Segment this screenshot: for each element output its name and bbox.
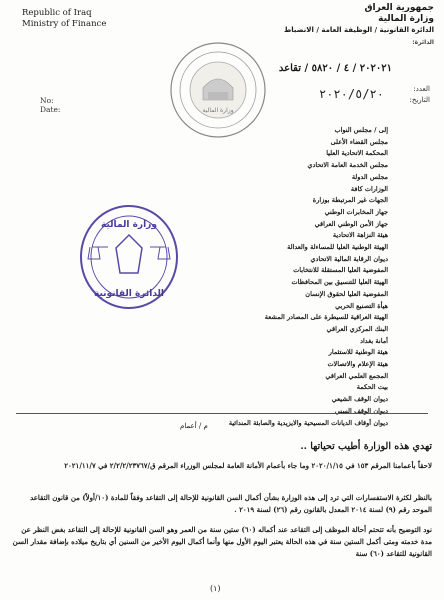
header-ministry: Ministry of Finance [22, 19, 107, 29]
recipient-item: مجلس الدولة [351, 172, 388, 181]
recipient-item: هيئة الإعلام والاتصالات [327, 360, 388, 369]
recipients-list [148, 125, 388, 429]
reference-number: ٢٠٢٠٢١ / ٤ / ٥٨٢٠ / تقاعد [278, 63, 392, 74]
svg-text:الدائرة القانونية: الدائرة القانونية [93, 289, 165, 299]
ar-no-date-block [409, 84, 430, 106]
recipient-item: إلى / مجلس النواب [334, 126, 388, 134]
header-department-ar: الدائرة القانونية / الوظيفة العامة / الانضباط [284, 26, 434, 34]
ar-date-label: التاريخ: [409, 96, 430, 104]
page-number: (١) [210, 584, 221, 593]
svg-text:وزارة المالية: وزارة المالية [101, 220, 157, 230]
recipient-item: ديوان الرقابة المالية الاتحادي [310, 254, 388, 263]
recipient-item: المفوضية العليا المستقلة للانتخابات [293, 266, 388, 275]
header-ministry-ar: وزارة المالية [378, 14, 434, 24]
recipient-item: المفوضية العليا لحقوق الإنسان [305, 289, 388, 298]
recipient-item: المجمع العلمي العراقي [325, 371, 388, 380]
header-english [22, 8, 106, 30]
recipient-item: ديوان الوقف الشيعي [331, 395, 388, 404]
svg-text:وزارة المالية: وزارة المالية [202, 107, 234, 114]
recipient-item: الوزارات كافة [350, 184, 388, 193]
recipient-item: الهيئة الوطنية العليا للمساءلة والعدالة [287, 243, 388, 252]
recipient-item: الجهات غير المرتبطة بوزارة [312, 196, 388, 205]
recipient-item: ديوان أوقاف الديانات المسيحية والايزيدية والصابئة المندائية [228, 418, 388, 427]
recipient-item: الهيئة العراقية للسيطرة على المصادر المشعة [264, 313, 388, 322]
no-date-block [40, 96, 60, 114]
recipient-item: مجلس القضاء الأعلى [330, 137, 388, 146]
recipient-item: ديوان الوقف السني [334, 406, 388, 415]
recipient-item: هيئة النزاهة الاتحادية [332, 231, 388, 240]
recipient-item: هيأة التصنيع الحربي [335, 301, 388, 310]
date-label: Date: [40, 105, 61, 114]
paragraph-3: نود التوضيح بأنه تتحتم أحالة الموظف إلى التقاعد عند أكماله (٦٠) ستين سنة من العمر وهو السن القانونية للإحالة إلى التقاعد بغض النظر عن مدة خدمته ومتى أكمل الستين سنة في هذه الحالة يعتبر اليوم الأول منها وأنما أكمال اليوم الأخير من السنين أي بتاريخ ميلاده بإضافة مقدار السن القانونية للتقاعد (٦٠) سنة [12, 525, 432, 558]
recipient-item: جهاز المخابرات الوطني [324, 207, 388, 216]
divider [16, 413, 428, 414]
subject-line: م / أعمام [180, 422, 208, 430]
no-label: No: [40, 96, 54, 105]
header-sub-ar: الدائرة: [412, 39, 434, 46]
recipient-item: الهيئة العليا للتنسيق بين المحافظات [291, 278, 388, 287]
recipient-item: هيئة الوطنية للاستثمار [328, 348, 388, 357]
paragraph-2: بالنظر لكثرة الاستفسارات التي ترد إلى هذه الوزارة بشأن أكمال السن القانونية للإحالة إلى التقاعد وفقاً للمادة (١٠/أولاً) من قانون التقاعد الموحد رقم (٩) لسنة ٢٠١٤ المعدل بالقانون رقم (٢٦) لسنة ٢٠١٩ . [30, 493, 432, 514]
recipient-item: المحكمة الاتحادية العليا [326, 149, 388, 158]
header-republic-ar: جمهورية العراق [364, 3, 434, 13]
recipient-item: بيت الحكمة [356, 383, 388, 392]
recipient-item: مجلس الخدمة العامة الاتحادي [307, 161, 388, 170]
recipient-item: البنك المركزي العراقي [326, 324, 388, 333]
recipient-item: جهاز الأمن الوطني العراقي [314, 219, 388, 228]
recipient-item: أمانة بغداد [360, 336, 388, 345]
ar-no-label: العدد: [413, 85, 430, 93]
paragraph-1: لاحقاً بأعمامنا المرقم ١٥٣ في ٢٠٢٠/١/١٥ وما جاء بأعمام الأمانة العامة لمجلس الوزراء المرقم ق/٢/٢/٢/٢٣٧٦٧ في ٢٠٢١/١١/٧ [64, 461, 432, 470]
header-republic: Republic of Iraq [22, 8, 92, 18]
handwritten-date: ٢٠٢٠/٥/٢٠ [318, 87, 384, 101]
greeting: تهدي هذه الوزارة أطيب تحياتها .. [300, 441, 432, 452]
